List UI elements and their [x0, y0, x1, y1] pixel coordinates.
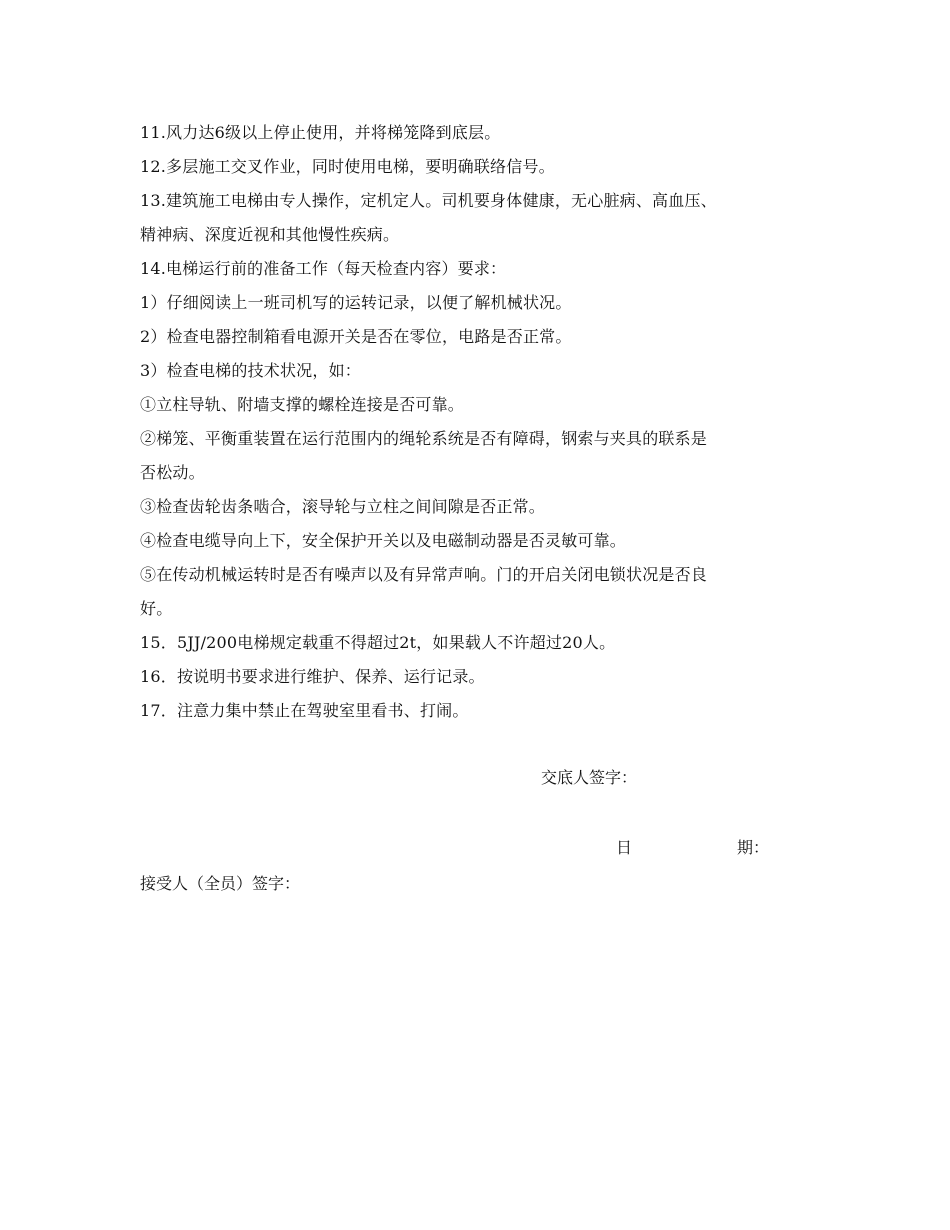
text-line: 2）检查电器控制箱看电源开关是否在零位，电路是否正常。 — [140, 327, 572, 346]
text-line: 15．5JJ/200电梯规定载重不得超过2t，如果载人不许超过20人。 — [140, 633, 616, 652]
handover-signature-label: 交底人签字： — [541, 768, 638, 787]
text-line: 11.风力达6级以上停止使用，并将梯笼降到底层。 — [140, 123, 501, 142]
receivers-signature-label: 接受人（全员）签字： — [140, 874, 301, 893]
text-line: 13.建筑施工电梯由专人操作，定机定人。司机要身体健康，无心脏病、高血压、 — [140, 191, 717, 210]
document-body — [140, 116, 820, 728]
text-line: ①立柱导轨、附墙支撑的螺栓连接是否可靠。 — [140, 395, 465, 414]
text-line: ⑤在传动机械运转时是否有噪声以及有异常声响。门的开启关闭电锁状况是否良 — [140, 565, 708, 584]
text-line: 16．按说明书要求进行维护、保养、运行记录。 — [140, 667, 485, 686]
text-line: 好。 — [140, 599, 173, 618]
text-line: ③检查齿轮齿条啮合，滚导轮与立柱之间间隙是否正常。 — [140, 497, 546, 516]
text-line: ④检查电缆导向上下，安全保护开关以及电磁制动器是否灵敏可靠。 — [140, 531, 627, 550]
text-line: ②梯笼、平衡重装置在运行范围内的绳轮系统是否有障碍，钢索与夹具的联系是 — [140, 429, 708, 448]
text-line: 1）仔细阅读上一班司机写的运转记录，以便了解机械状况。 — [140, 293, 572, 312]
text-line: 否松动。 — [140, 463, 205, 482]
text-line: 14.电梯运行前的准备工作（每天检查内容）要求： — [140, 259, 507, 278]
text-line: 17．注意力集中禁止在驾驶室里看书、打闹。 — [140, 701, 469, 720]
text-line: 12.多层施工交叉作业，同时使用电梯，要明确联络信号。 — [140, 157, 555, 176]
date-label-part-2: 期： — [737, 838, 770, 857]
text-line: 3）检查电梯的技术状况，如： — [140, 361, 361, 380]
text-line: 精神病、深度近视和其他慢性疾病。 — [140, 225, 400, 244]
date-label-part-1: 日 — [616, 838, 633, 857]
